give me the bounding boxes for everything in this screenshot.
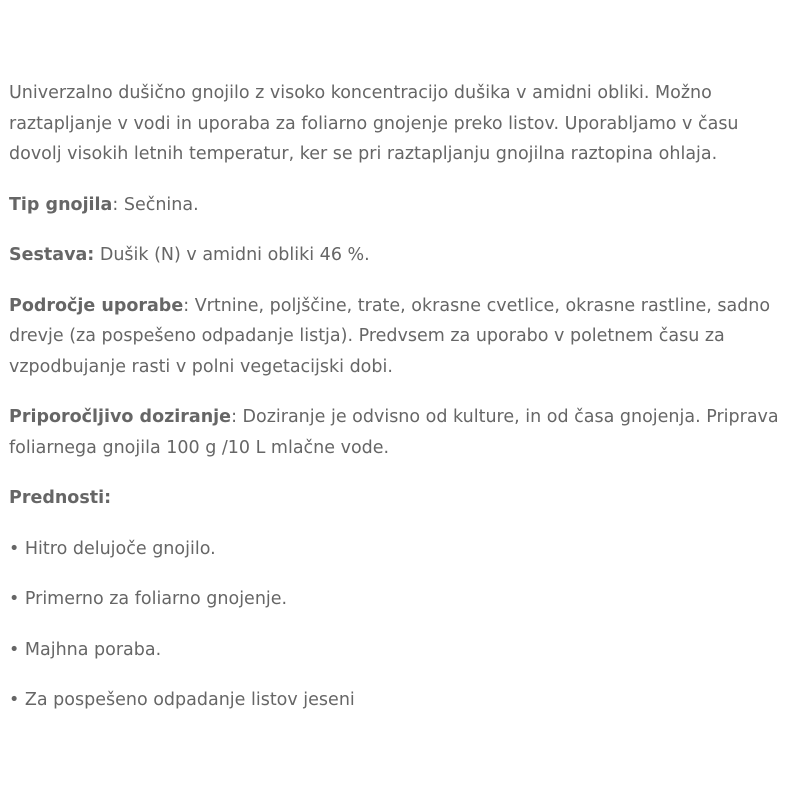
composition-value: Dušik (N) v amidni obliki 46 %.: [99, 245, 370, 265]
fertilizer-type-label: Tip gnojila: [9, 194, 113, 215]
fertilizer-type: Tip gnojila: Sečnina.: [9, 194, 199, 215]
application-area: Področje uporabe: Vrtnine, poljščine, trate, okrasne cvetlice, okrasne rastline, sadno drevje (za pospešeno odpadanje listja). Predvsem za uporabo v poletnem času za vzpodbujanje rasti v polni vegetacijski dobi.: [9, 295, 771, 377]
list-item: • Primerno za foliarno gnojenje.: [9, 589, 288, 609]
composition-label: Sestava:: [9, 245, 95, 265]
product-description: [9, 78, 789, 736]
recommended-dosage: Priporočljivo doziranje: Doziranje je odvisno od kulture, in od časa gnojenja. Priprava foliarnega gnojila 100 g /10 L mlačne vode.: [9, 407, 779, 458]
list-item: • Za pospešeno odpadanje listov jeseni: [9, 690, 355, 710]
intro-paragraph: Univerzalno dušično gnojilo z visoko koncentracijo dušika v amidni obliki. Možno raztapljanje v vodi in uporaba za foliarno gnojenje preko listov. Uporabljamo v času dovolj visokih letnih temperatur, ker se pri raztapljanju gnojilna raztopina ohlaja.: [9, 83, 739, 164]
list-item: • Majhna poraba.: [9, 639, 162, 660]
fertilizer-type-value: Sečnina.: [123, 194, 199, 215]
list-item: • Hitro delujoče gnojilo.: [9, 538, 216, 559]
advantages-heading: Prednosti:: [9, 488, 112, 508]
application-area-value: Vrtnine, poljščine, trate, okrasne cvetlice, okrasne rastline, sadno drevje (za pospešeno odpadanje listja). Predvsem za uporabo v poletnem času za vzpodbujanje rasti v polni vegetacijski dobi.: [9, 295, 771, 377]
recommended-dosage-label: Priporočljivo doziranje: [9, 407, 232, 427]
composition: [9, 240, 789, 271]
recommended-dosage-value: Doziranje je odvisno od kulture, in od časa gnojenja. Priprava foliarnega gnojila 100 g /10 L mlačne vode.: [9, 407, 779, 458]
application-area-label: Področje uporabe: [9, 295, 184, 316]
